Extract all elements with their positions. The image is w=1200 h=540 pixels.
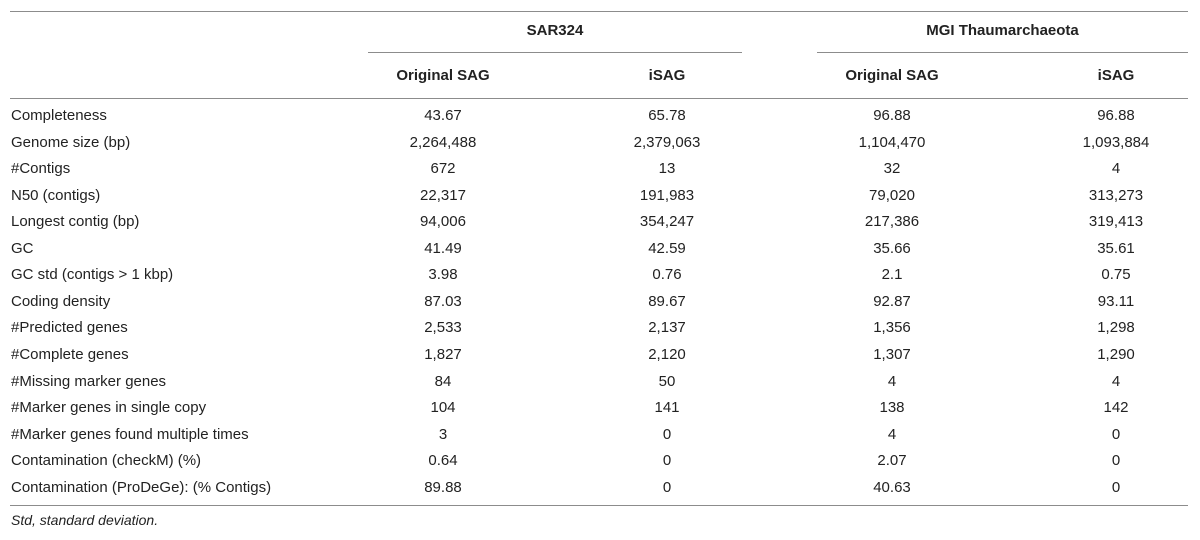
table-cell: 32 [883, 160, 901, 177]
table-cell: 50 [658, 373, 676, 390]
table-cell: 1,298 [1097, 319, 1135, 336]
row-label: GC [11, 240, 34, 257]
table-cell: 0.76 [652, 266, 682, 283]
column-header: iSAG [648, 67, 686, 84]
table-cell: 87.03 [424, 293, 462, 310]
table-cell: 92.87 [873, 293, 911, 310]
table-cell: 79,020 [869, 187, 915, 204]
table-cell: 41.49 [424, 240, 462, 257]
table-cell: 138 [879, 399, 905, 416]
row-label: Completeness [11, 107, 107, 124]
table-cell: 313,273 [1088, 187, 1144, 204]
column-header: Original SAG [396, 67, 490, 84]
table-cell: 94,006 [420, 213, 466, 230]
table-cell: 13 [658, 160, 676, 177]
table-cell: 35.66 [873, 240, 911, 257]
table-cell: 0 [662, 452, 672, 469]
table-cell: 4 [887, 426, 897, 443]
table-cell: 1,827 [424, 346, 462, 363]
row-label: #Predicted genes [11, 319, 128, 336]
table-cell: 2,533 [424, 319, 462, 336]
table-cell: 0.75 [1101, 266, 1131, 283]
row-label: Coding density [11, 293, 111, 310]
table-cell: 93.11 [1097, 293, 1135, 310]
table-cell: 0.64 [428, 452, 458, 469]
group-rule-mgi-thaumarchaeota [817, 52, 1188, 53]
table-cell: 4 [1111, 373, 1121, 390]
table-cell: 0 [1111, 426, 1121, 443]
table-cell: 2,120 [648, 346, 686, 363]
table-cell: 84 [434, 373, 452, 390]
table-cell: 0 [662, 426, 672, 443]
table-cell: 4 [1111, 160, 1121, 177]
row-label: #Complete genes [11, 346, 129, 363]
row-label: Genome size (bp) [11, 134, 131, 151]
table-cell: 4 [887, 373, 897, 390]
row-label: Longest contig (bp) [11, 213, 140, 230]
table-cell: 2.1 [881, 266, 903, 283]
table-cell: 89.88 [424, 479, 462, 496]
table-cell: 0 [1111, 452, 1121, 469]
table-cell: 40.63 [873, 479, 911, 496]
table-cell: 354,247 [639, 213, 695, 230]
table-cell: 1,290 [1097, 346, 1135, 363]
column-header: Original SAG [845, 67, 939, 84]
table-cell: 1,104,470 [858, 134, 926, 151]
bottom-rule [10, 505, 1188, 506]
table-cell: 42.59 [648, 240, 686, 257]
row-label: GC std (contigs > 1 kbp) [11, 266, 174, 283]
table-cell: 2,264,488 [409, 134, 477, 151]
row-label: #Contigs [11, 160, 71, 177]
table-cell: 96.88 [873, 107, 911, 124]
row-label: #Marker genes in single copy [11, 399, 207, 416]
table-cell: 104 [430, 399, 456, 416]
table-cell: 217,386 [864, 213, 920, 230]
table-cell: 142 [1103, 399, 1129, 416]
row-label: N50 (contigs) [11, 187, 101, 204]
table-cell: 672 [430, 160, 456, 177]
group-header-mgi-thaumarchaeota: MGI Thaumarchaeota [926, 22, 1079, 39]
table-cell: 2,137 [648, 319, 686, 336]
row-label: #Marker genes found multiple times [11, 426, 249, 443]
table-cell: 2.07 [877, 452, 907, 469]
table-cell: 96.88 [1097, 107, 1135, 124]
table-cell: 191,983 [639, 187, 695, 204]
table-cell: 3 [438, 426, 448, 443]
table-cell: 3.98 [428, 266, 458, 283]
table-cell: 43.67 [424, 107, 462, 124]
header-rule [10, 98, 1188, 99]
table-cell: 0 [1111, 479, 1121, 496]
table-cell: 89.67 [648, 293, 686, 310]
table-cell: 1,093,884 [1082, 134, 1150, 151]
table-cell: 35.61 [1097, 240, 1135, 257]
row-label: #Missing marker genes [11, 373, 167, 390]
table-cell: 22,317 [420, 187, 466, 204]
table-cell: 2,379,063 [633, 134, 701, 151]
table-cell: 141 [654, 399, 680, 416]
row-label: Contamination (ProDeGe): (% Contigs) [11, 479, 272, 496]
group-header-sar324: SAR324 [526, 22, 584, 39]
table-cell: 319,413 [1088, 213, 1144, 230]
table-cell: 1,307 [873, 346, 911, 363]
row-label: Contamination (checkM) (%) [11, 452, 202, 469]
table-cell: 0 [662, 479, 672, 496]
column-header: iSAG [1097, 67, 1135, 84]
table-cell: 65.78 [648, 107, 686, 124]
top-rule [10, 11, 1188, 12]
table-cell: 1,356 [873, 319, 911, 336]
table-footnote: Std, standard deviation. [11, 512, 159, 528]
group-rule-sar324 [368, 52, 742, 53]
